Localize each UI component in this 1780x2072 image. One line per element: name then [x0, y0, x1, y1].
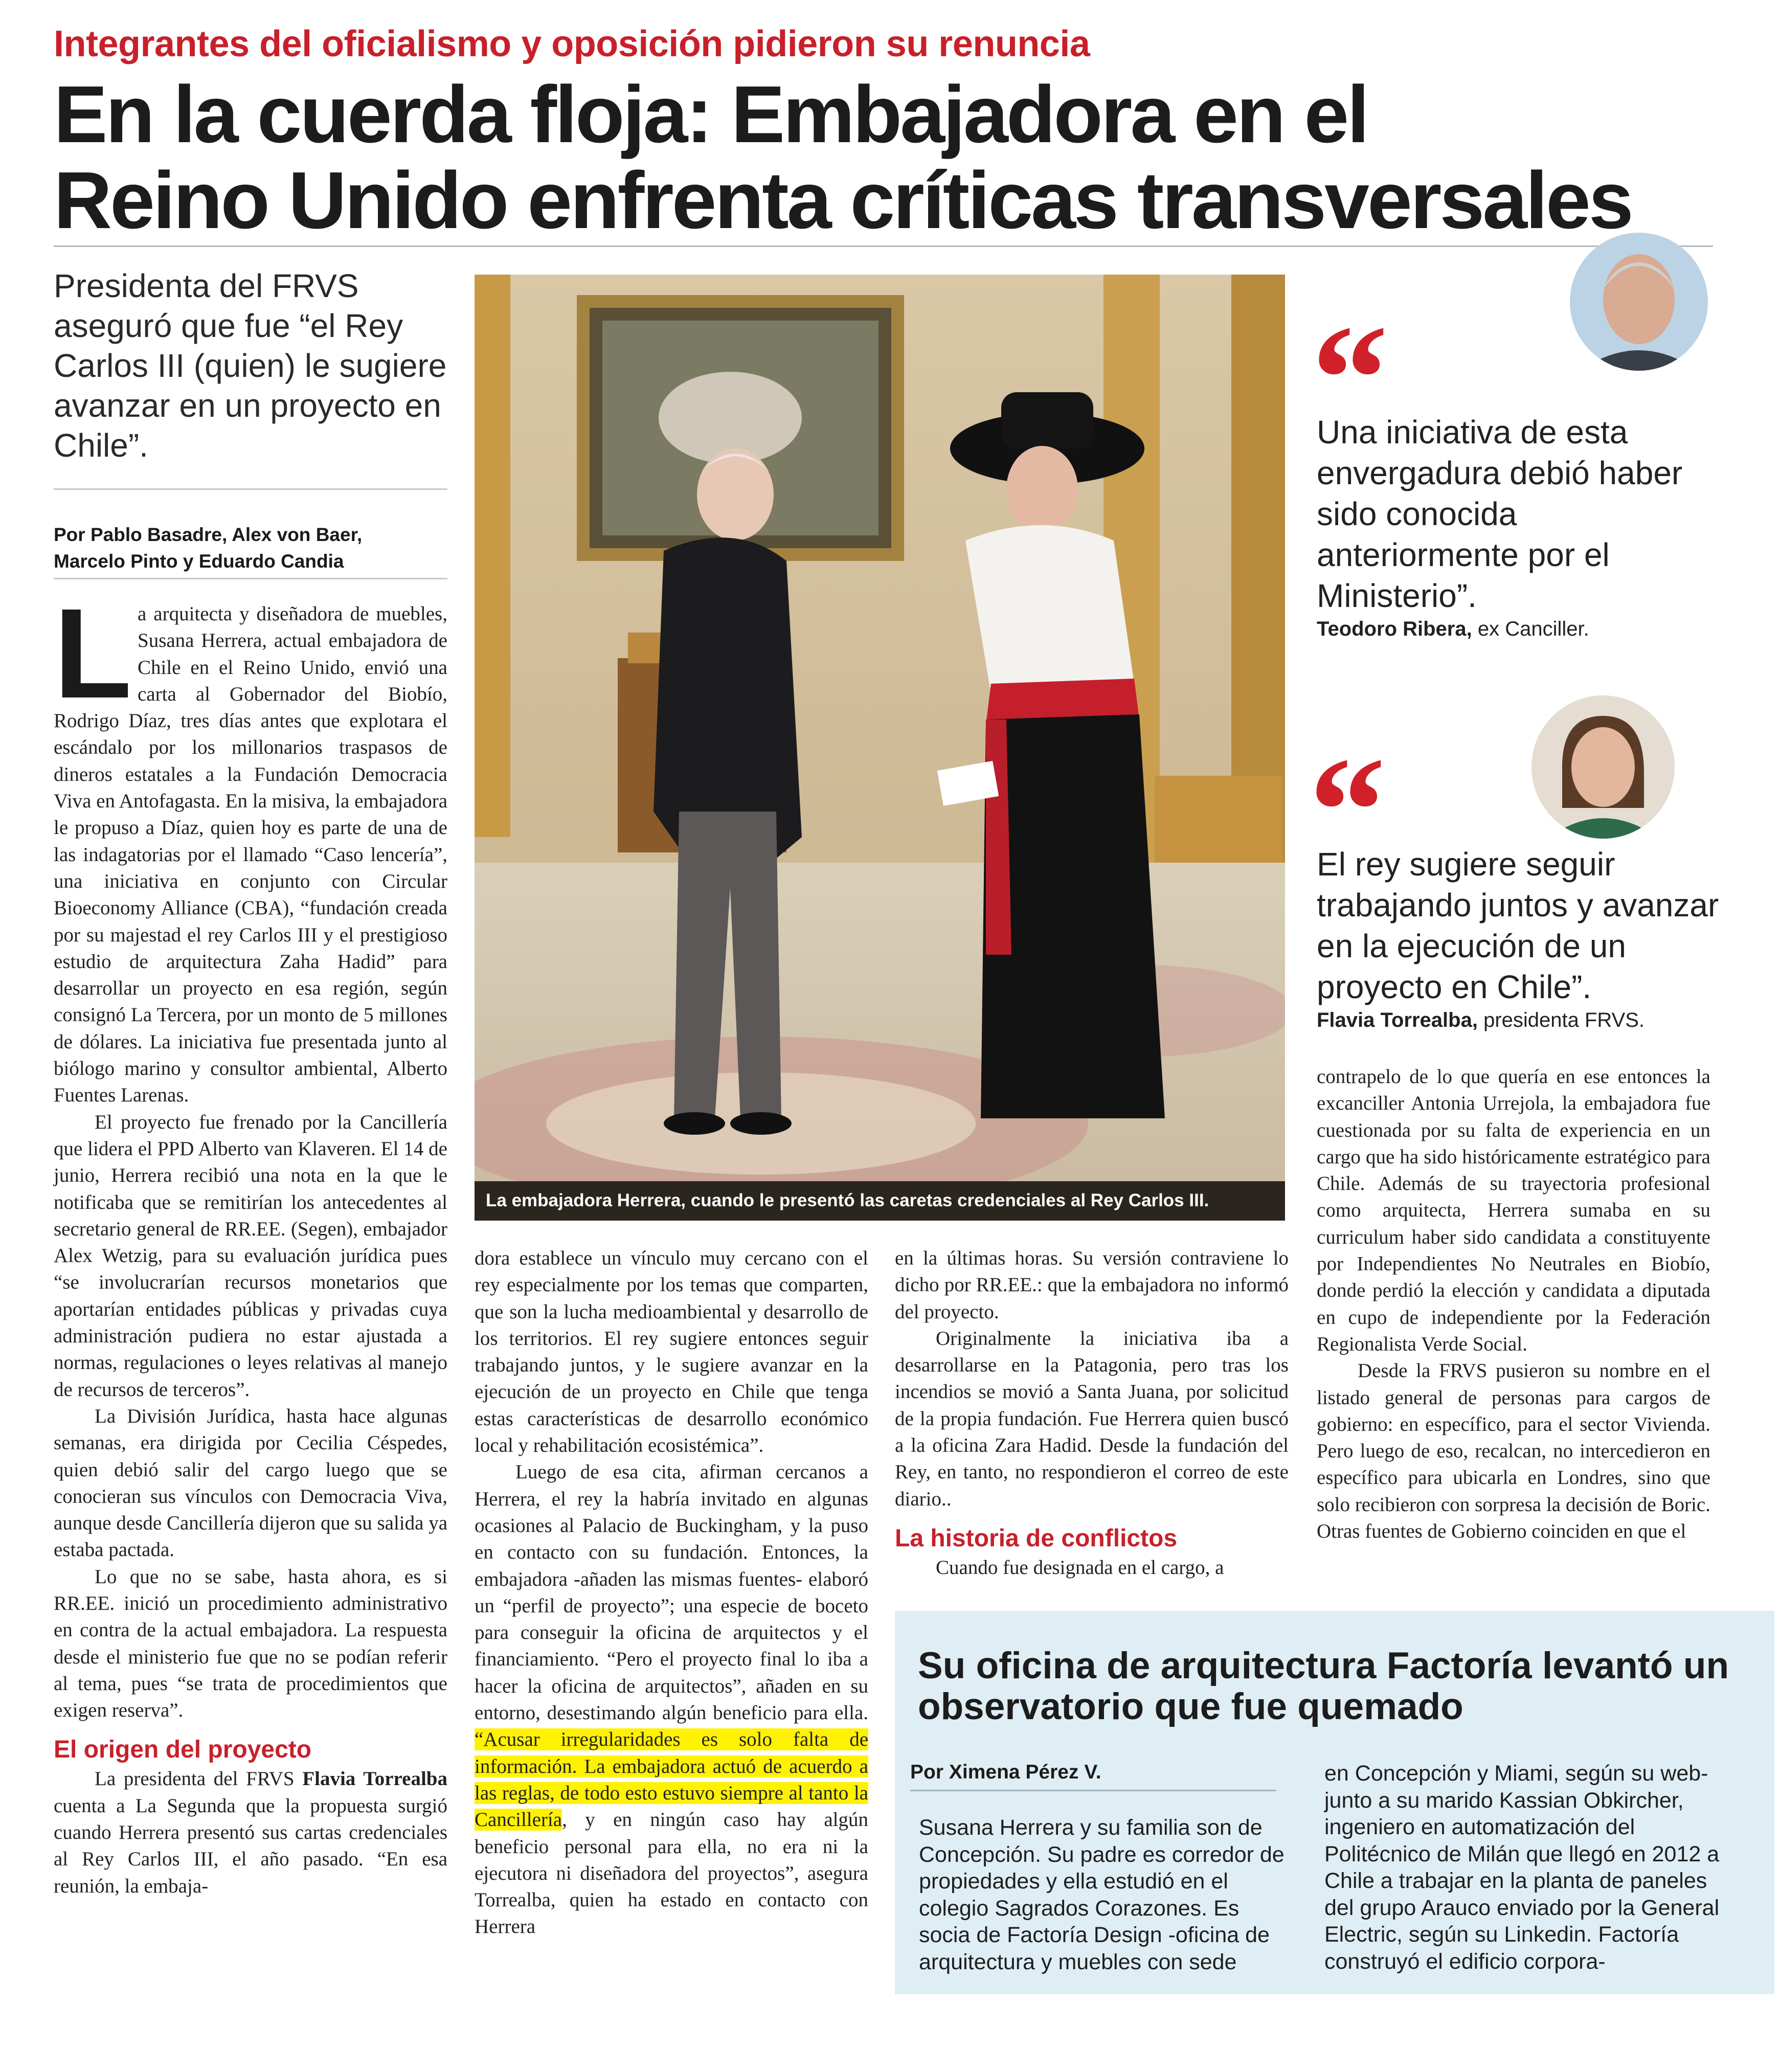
- paragraph: dora establece un vínculo muy cercano con el rey especialmente por los temas que comparten, que son la lucha medioambiental y desarrollo de los territorios. El rey sugiere entonces seguir trabajando juntos, y le sugiere avanzar en la ejecución de un proyecto en Chile que tenga estas características de desarrollo económico local y rehabilitación ecosistémica”.: [475, 1247, 868, 1457]
- kicker: Integrantes del oficialismo y oposición pidieron su renuncia: [54, 24, 1090, 64]
- quote-role: presidenta FRVS.: [1477, 1009, 1645, 1031]
- paragraph-text: a arquitecta y diseñadora de muebles, Susana Herrera, actual embajadora de Chile en el Reino Unido, envió una carta al Gobernador del Biobío, Rodrigo Díaz, tres días antes que explotara el escándalo por los millonarios traspasos de dineros estatales a la Fundación Democracia Viva en Antofagasta. En la misiva, la embajadora le propuso a Díaz, quien hoy es parte de una de las indagatorias por el llamado “Caso lencería”, una iniciativa en conjunto con Circular Bioeconomy Alliance (CBA), “fundación creada por su majestad el rey Carlos III y el prestigioso estudio de arquitectura Zaha Hadid” para desarrollar un proyecto en esa región, según consignó La Tercera, por un monto de 5 millones de dólares. La iniciativa fue presentada junto al biólogo marino y consultor ambiental, Alberto Fuentes Larenas.: [54, 603, 447, 1107]
- headline-line-1: En la cuerda floja: Embajadora en el: [54, 70, 1368, 160]
- quote-attribution-ribera: [1317, 616, 1705, 642]
- subhead-divider: [54, 488, 447, 490]
- paragraph: contrapelo de lo que quería en ese entonces la excanciller Antonia Urrejola, la embajadora fue cuestionada por su falta de experiencia en un cargo que ha sido históricamente estratégico para Chile. Además de su trayectoria profesional como arquitecta, Herrera sumaba en su curriculum haber sido candidata a constituyente por Independientes No Neutrales en Biobío, donde perdió la elección y candidata a diputada en cupo de independiente por la Federación Regionalista Verde Social.: [1317, 1066, 1710, 1355]
- sidebar-byline: Por Ximena Pérez V.: [910, 1761, 1101, 1783]
- portrait-flavia-torrealba: [1531, 695, 1675, 839]
- paragraph: [475, 1459, 868, 1940]
- paragraph-text: , y en ningún caso hay algún beneficio personal para ella, no era ni la ejecutora ni diseñadora del proyectos”, asegura Torrealba, quien ha estado en contacto con Herrera: [475, 1809, 868, 1938]
- byline-line-2: Marcelo Pinto y Eduardo Candia: [54, 551, 344, 572]
- quote-author: Teodoro Ribera,: [1317, 618, 1472, 640]
- sidebar-title: Su oficina de arquitectura Factoría levantó un observatorio que fue quemado: [918, 1645, 1729, 1727]
- sidebar-divider: [910, 1790, 1276, 1791]
- paragraph: [54, 1766, 447, 1899]
- byline-line-1: Por Pablo Basadre, Alex von Baer,: [54, 524, 363, 545]
- sidebar-paragraph: en Concepción y Miami, según su web- junto a su marido Kassian Obkircher, ingeniero en automatización del Politécnico de Milán que llegó en 2012 a Chile a trabajar en la planta de paneles del grupo Arauco enviado por la General Electric, según su Linkedin. Factoría construyó el edificio corpora-: [1324, 1761, 1720, 1974]
- highlighted-quote: “Acusar irregularidades es solo falta de información. La embajadora actuó de acuerdo a las reglas, de todo esto estuvo siempre al tanto la Cancillería: [475, 1728, 868, 1831]
- section-heading-conflictos: La historia de conflictos: [895, 1524, 1178, 1552]
- paragraph: La División Jurídica, hasta hace algunas semanas, era dirigida por Cecilia Céspedes, quien debió salir del cargo luego que se conocieran sus vínculos con Democracia Viva, aunque desde Cancillería dijeron que su salida ya estaba pactada.: [54, 1405, 447, 1561]
- section-heading-origen: El origen del proyecto: [54, 1736, 312, 1764]
- paragraph: Originalmente la iniciativa iba a desarrollarse en la Patagonia, pero tras los incendios se movió a Santa Juana, por solicitud de la propia fundación. Fue Herrera quien buscó a la oficina Zara Hadid. Desde la fundación del Rey, en tanto, no respondieron el correo de este diario..: [895, 1327, 1289, 1510]
- paragraph: [54, 582, 447, 1109]
- byline-divider: [54, 578, 447, 579]
- ambassador-king-photo: [475, 275, 1285, 1221]
- sidebar-column-1: [919, 1814, 1290, 1975]
- person-name: Flavia Torrealba: [302, 1768, 447, 1790]
- sidebar-column-2: [1324, 1760, 1728, 1975]
- quote-author: Flavia Torrealba,: [1317, 1009, 1478, 1031]
- paragraph: El proyecto fue frenado por la Cancillería que lidera el PPD Alberto van Klaveren. El 14 de junio, Herrera recibió una nota en la que le notificaba que se remitirían los antecedentes al secretario general de RR.EE. (Segen), embajador Alex Wetzig, para su evaluación jurídica pues “se involucrarían recursos monetarios que aportarían entidades públicas y privadas cuya administración pudiera no estar ajustada a normas, regulaciones o leyes relativas al manejo de recursos de terceros”.: [54, 1111, 447, 1401]
- drop-cap: L: [54, 582, 132, 725]
- portrait-teodoro-ribera: [1570, 233, 1708, 371]
- sidebar-paragraph: Susana Herrera y su familia son de Concepción. Su padre es corredor de propiedades y ella estudió en el colegio Sagrados Corazones. Es socia de Factoría Design -oficina de arquitectura y muebles con sede: [919, 1815, 1285, 1974]
- paragraph: Cuando fue designada en el cargo, a: [936, 1556, 1224, 1579]
- pull-quote-ribera: Una iniciativa de esta envergadura debió haber sido conocida anteriormente por el Ministerio”.: [1317, 414, 1683, 614]
- paragraph: Desde la FRVS pusieron su nombre en el listado general de personas para cargos de gobierno: en específico, para el sector Vivienda. Pero luego de eso, recalcan, no intercedieron en específico para ubicarla en Londres, sino que solo recibieron con sorpresa la decisión de Boric. Otras fuentes de Gobierno coinciden en que el: [1317, 1360, 1710, 1543]
- paragraph-text: Luego de esa cita, afirman cercanos a Herrera, el rey la habría invitado en algunas ocasiones al Palacio de Buckingham, y la puso en contacto con su fundación. Entonces, la embajadora -añaden las mismas fuentes- elaboró un “perfil de proyecto”; una especie de boceto para conseguir la oficina de arquitectos y el financiamiento. “Pero el proyecto final lo iba a hacer la oficina de arquitectos”, añaden en su entorno, desestimando algún beneficio para ella.: [475, 1461, 868, 1724]
- column-3: [895, 1245, 1289, 1581]
- paragraph: en la últimas horas. Su versión contraviene lo dicho por RR.EE.: que la embajadora no informó del proyecto.: [895, 1247, 1289, 1323]
- quote-mark-icon: “: [1312, 294, 1388, 463]
- photo-caption: La embajadora Herrera, cuando le presentó las caretas credenciales al Rey Carlos III.: [475, 1181, 1285, 1221]
- paragraph-text: cuenta a La Segunda que la propuesta surgió cuando Herrera presentó sus cartas credenciales al Rey Carlos III, el año pasado. “En esa reunión, la embaja-: [54, 1794, 447, 1897]
- subhead: Presidenta del FRVS aseguró que fue “el Rey Carlos III (quien) le sugiere avanzar en un proyecto en Chile”.: [54, 267, 447, 464]
- headline-line-2: Reino Unido enfrenta críticas transversales: [54, 155, 1632, 245]
- quote-mark-icon: “: [1309, 726, 1386, 895]
- byline: [54, 522, 453, 575]
- pull-quote-torrealba: El rey sugiere seguir trabajando juntos y avanzar en la ejecución de un proyecto en Chile”.: [1317, 846, 1719, 1005]
- header-divider: [54, 245, 1713, 247]
- quote-role: ex Canciller.: [1472, 618, 1589, 640]
- paragraph-text: La presidenta del FRVS: [95, 1768, 303, 1790]
- quote-attribution-torrealba: [1317, 1007, 1705, 1033]
- headline: [54, 72, 1716, 243]
- column-4: [1317, 1064, 1710, 1545]
- paragraph: Lo que no se sabe, hasta ahora, es si RR.EE. inició un procedimiento administrativo en contra de la actual embajadora. La respuesta desde el ministerio fue que no se podían referir al tema, pues “se trata de procedimientos que exigen reserva”.: [54, 1565, 447, 1722]
- column-2: [475, 1245, 868, 1941]
- main-photo: [475, 275, 1285, 1221]
- column-1: [54, 582, 447, 1900]
